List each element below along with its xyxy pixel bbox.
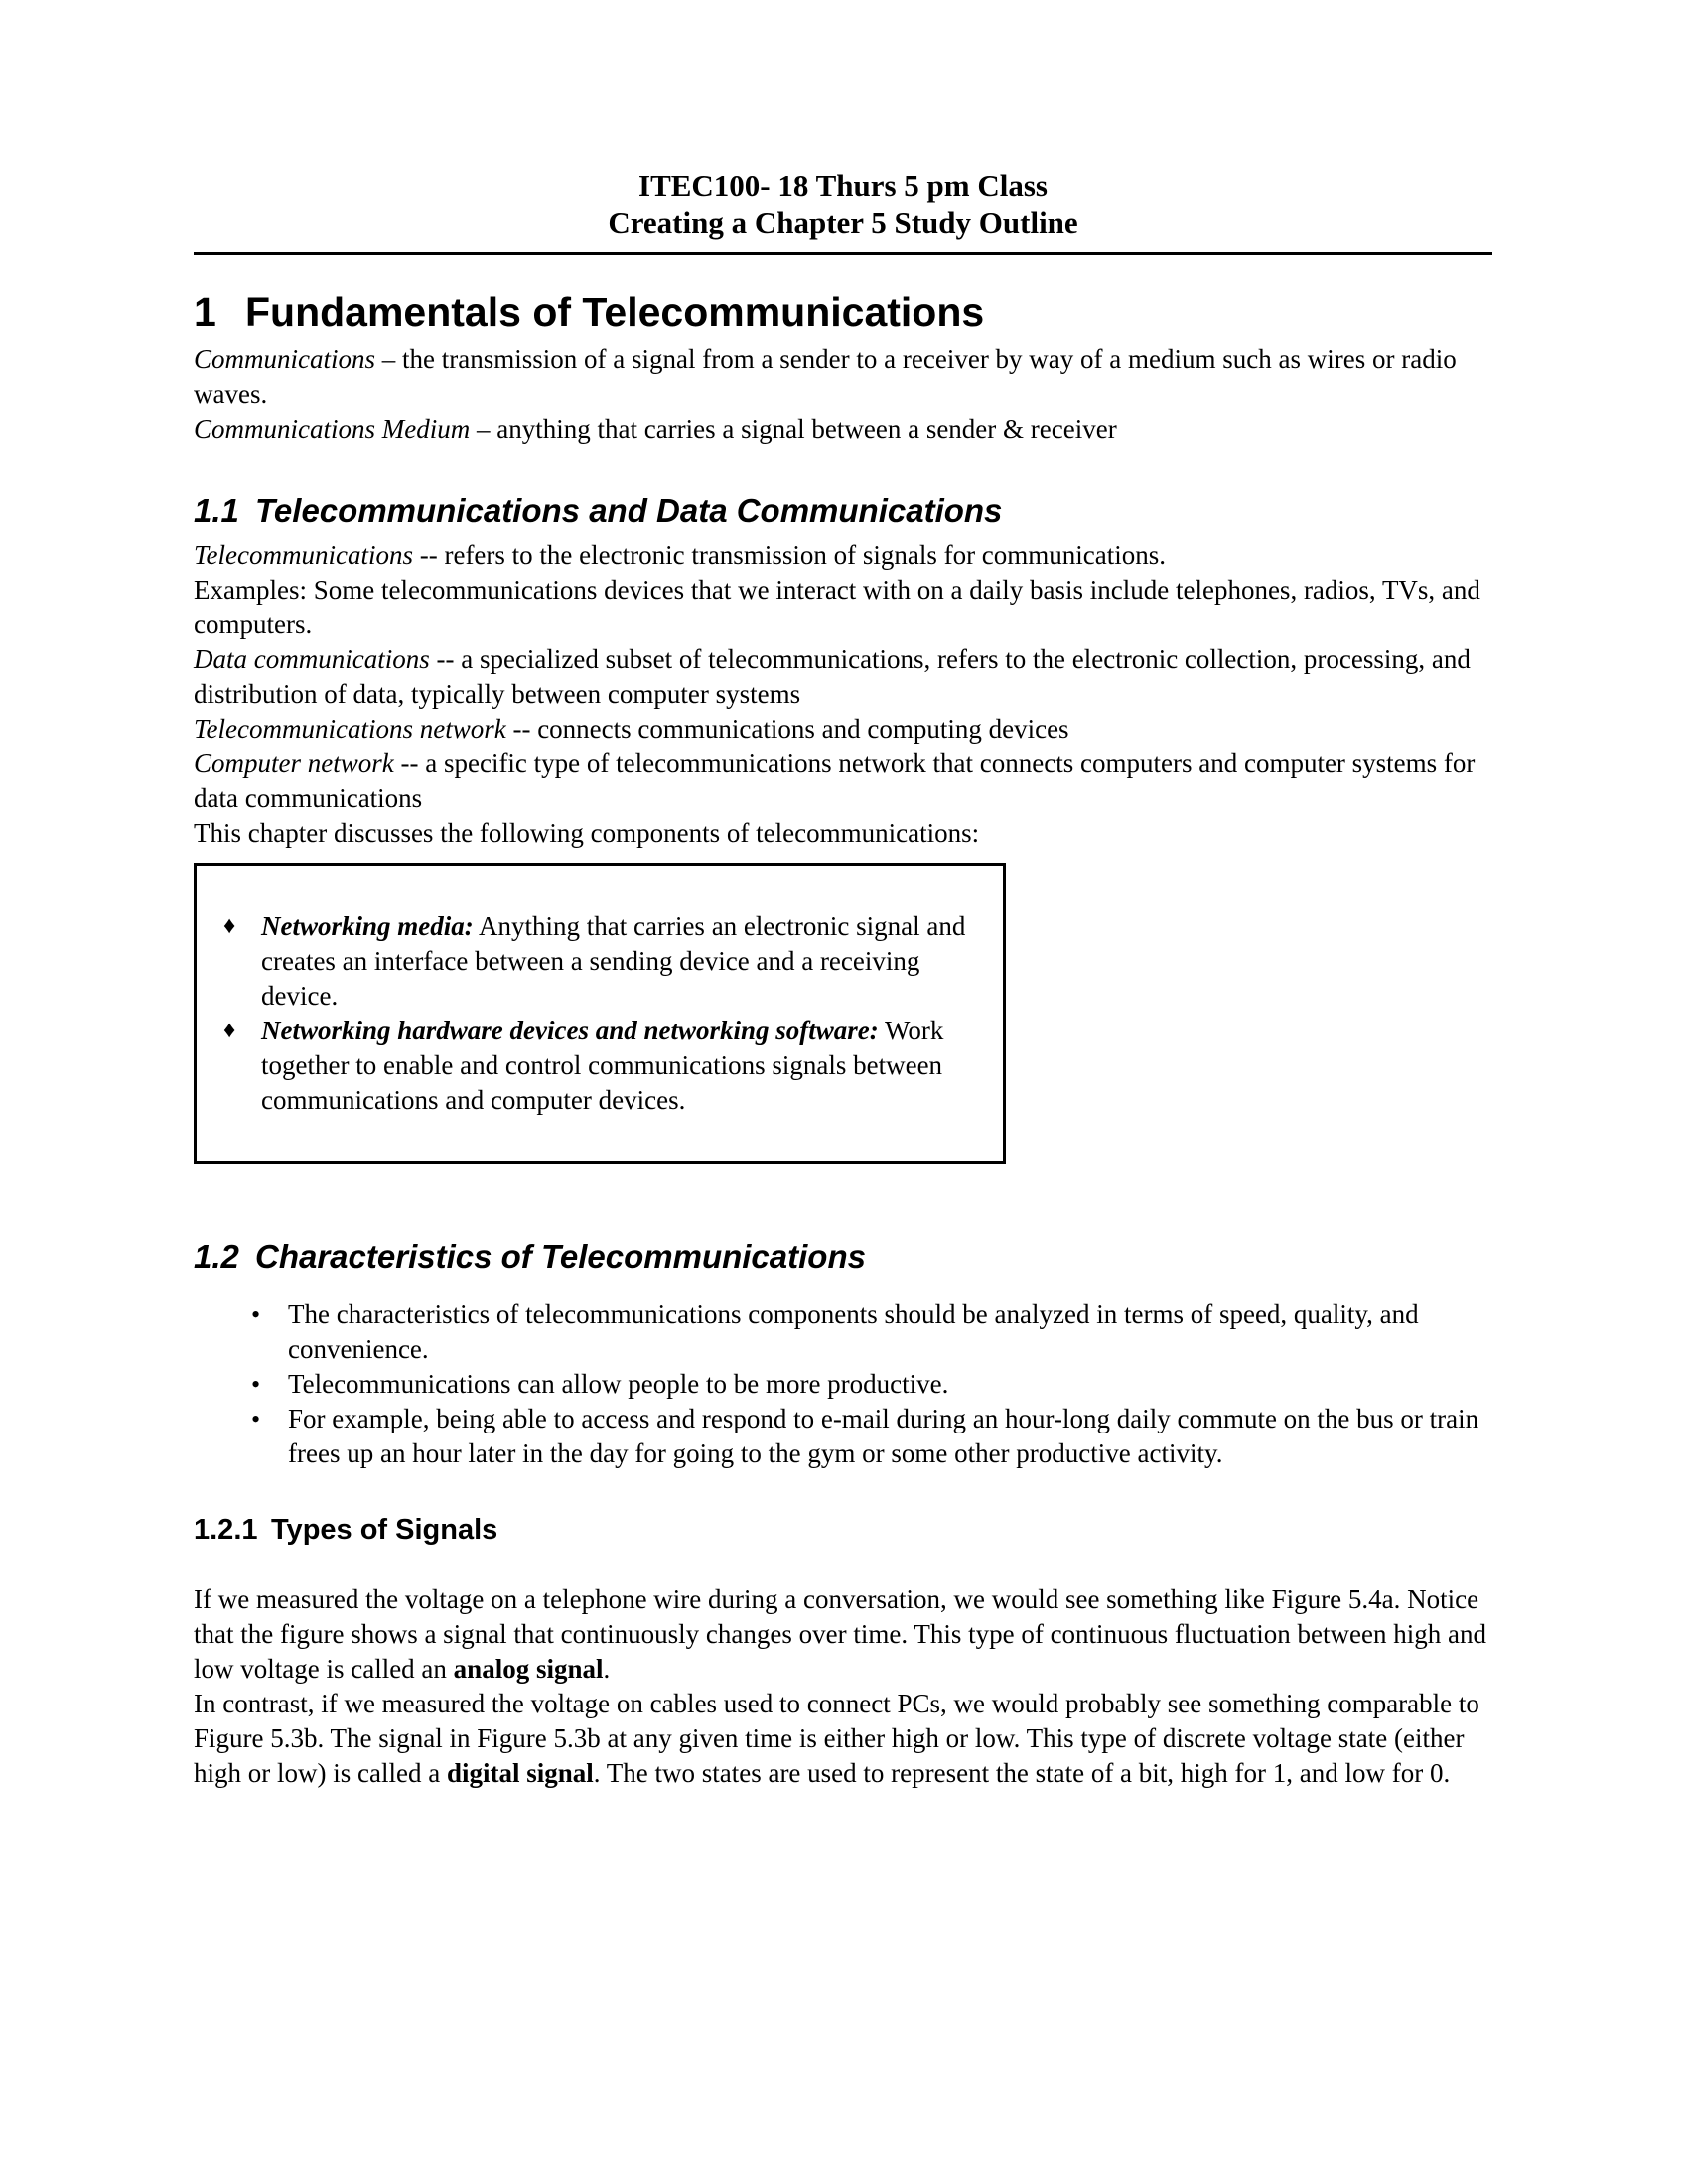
diamond-bullet-icon: ♦: [223, 913, 236, 939]
heading-section-1-2-1: [194, 1511, 1492, 1549]
header-title-line-1: ITEC100- 18 Thurs 5 pm Class: [638, 168, 1048, 203]
definition-networking-hardware-software: Work together to enable and control communications signals between communications and computer devices.: [261, 1016, 944, 1115]
heading-section-1-1-number: 1.1: [194, 492, 239, 529]
list-item: [194, 1297, 1492, 1367]
term-data-communications: Data communications: [194, 644, 430, 674]
term-communications: Communications: [194, 344, 376, 374]
list-item: [194, 1367, 1492, 1402]
list-item-text: Telecommunications can allow people to be more productive.: [288, 1369, 949, 1399]
paragraph-digital-signal: [194, 1687, 1492, 1791]
paragraph-communications-definition: [194, 342, 1492, 412]
list-item-text: For example, being able to access and respond to e-mail during an hour-long daily commute on the bus or train frees up an hour later in the day for going to the gym or some other productive activity.: [288, 1404, 1479, 1468]
characteristics-bullet-list: [194, 1297, 1492, 1471]
heading-section-1-number: 1: [194, 289, 216, 335]
list-item: [197, 1014, 981, 1118]
definition-communications-medium: – anything that carries a signal between a sender & receiver: [470, 414, 1117, 444]
term-computer-network: Computer network: [194, 749, 394, 778]
list-item-text: The characteristics of telecommunications components should be analyzed in terms of speed, quality, and convenience.: [288, 1299, 1419, 1364]
term-communications-medium: Communications Medium: [194, 414, 471, 444]
term-networking-media: Networking media:: [261, 911, 474, 941]
term-telecommunications: Telecommunications: [194, 540, 413, 570]
heading-section-1: [194, 287, 1492, 337]
round-bullet-icon: •: [251, 1300, 261, 1329]
components-bullet-list: [197, 909, 981, 1118]
heading-section-1-2-number: 1.2: [194, 1238, 239, 1275]
heading-section-1-title: Fundamentals of Telecommunications: [245, 289, 985, 335]
heading-section-1-1-title: Telecommunications and Data Communications: [255, 492, 1003, 529]
header-title-line-2: Creating a Chapter 5 Study Outline: [608, 205, 1078, 240]
paragraph-chapter-components-intro: This chapter discusses the following components of telecommunications:: [194, 818, 980, 848]
paragraph-analog-signal-part-2: .: [603, 1654, 611, 1684]
heading-section-1-1: [194, 490, 1492, 532]
paragraph-communications-medium-definition: [194, 412, 1492, 447]
paragraph-telecommunications-definition: [194, 538, 1492, 573]
list-item: [197, 909, 981, 1014]
paragraph-computer-network-definition: [194, 747, 1492, 816]
paragraph-analog-signal-part-1: If we measured the voltage on a telephone wire during a conversation, we would see something like Figure 5.4a. Notice that the figure shows a signal that continuously changes over time. This type of continuous fluctuation between high and low voltage is called an: [194, 1584, 1486, 1684]
list-item: [194, 1402, 1492, 1471]
heading-section-1-2-title: Characteristics of Telecommunications: [255, 1238, 866, 1275]
paragraph-digital-signal-part-2: . The two states are used to represent the state of a bit, high for 1, and low for 0.: [593, 1758, 1451, 1788]
round-bullet-icon: •: [251, 1370, 261, 1399]
paragraph-telecommunications-network-definition: [194, 712, 1492, 747]
definition-telecommunications: -- refers to the electronic transmission of signals for communications.: [412, 540, 1167, 570]
term-digital-signal: digital signal: [446, 1758, 594, 1788]
definition-telecommunications-network: -- connects communications and computing devices: [505, 714, 1069, 744]
document-header: [194, 0, 1492, 242]
document-content: [194, 0, 1492, 1791]
definition-networking-media: Anything that carries an electronic signal and creates an interface between a sending device and a receiving device.: [261, 911, 966, 1011]
term-analog-signal: analog signal: [453, 1654, 604, 1684]
heading-section-1-2-1-number: 1.2.1: [194, 1514, 258, 1546]
definition-computer-network: -- a specific type of telecommunications network that connects computers and computer systems for data communications: [194, 749, 1476, 813]
diamond-bullet-icon: ♦: [223, 1018, 236, 1043]
definition-communications: – the transmission of a signal from a sender to a receiver by way of a medium such as wires or radio waves.: [194, 344, 1457, 409]
term-networking-hardware-software: Networking hardware devices and networking software:: [261, 1016, 879, 1045]
heading-section-1-2-1-title: Types of Signals: [271, 1514, 498, 1546]
components-callout-box: [194, 863, 1006, 1164]
paragraph-analog-signal: [194, 1582, 1492, 1687]
term-telecommunications-network: Telecommunications network: [194, 714, 506, 744]
paragraph-data-communications-definition: [194, 642, 1492, 712]
definition-data-communications: -- a specialized subset of telecommunications, refers to the electronic collection, processing, and distribution of data, typically between computer systems: [194, 644, 1471, 709]
paragraph-digital-signal-part-1: In contrast, if we measured the voltage on cables used to connect PCs, we would probably see something comparable to Figure 5.3b. The signal in Figure 5.3b at any given time is either high or low. This type of discrete voltage state (either high or low) is called a: [194, 1689, 1479, 1788]
paragraph-telecommunications-examples: Examples: Some telecommunications devices that we interact with on a daily basis include telephones, radios, TVs, and computers.: [194, 575, 1480, 639]
heading-section-1-2: [194, 1236, 1492, 1278]
header-divider: [194, 252, 1492, 255]
round-bullet-icon: •: [251, 1405, 261, 1433]
